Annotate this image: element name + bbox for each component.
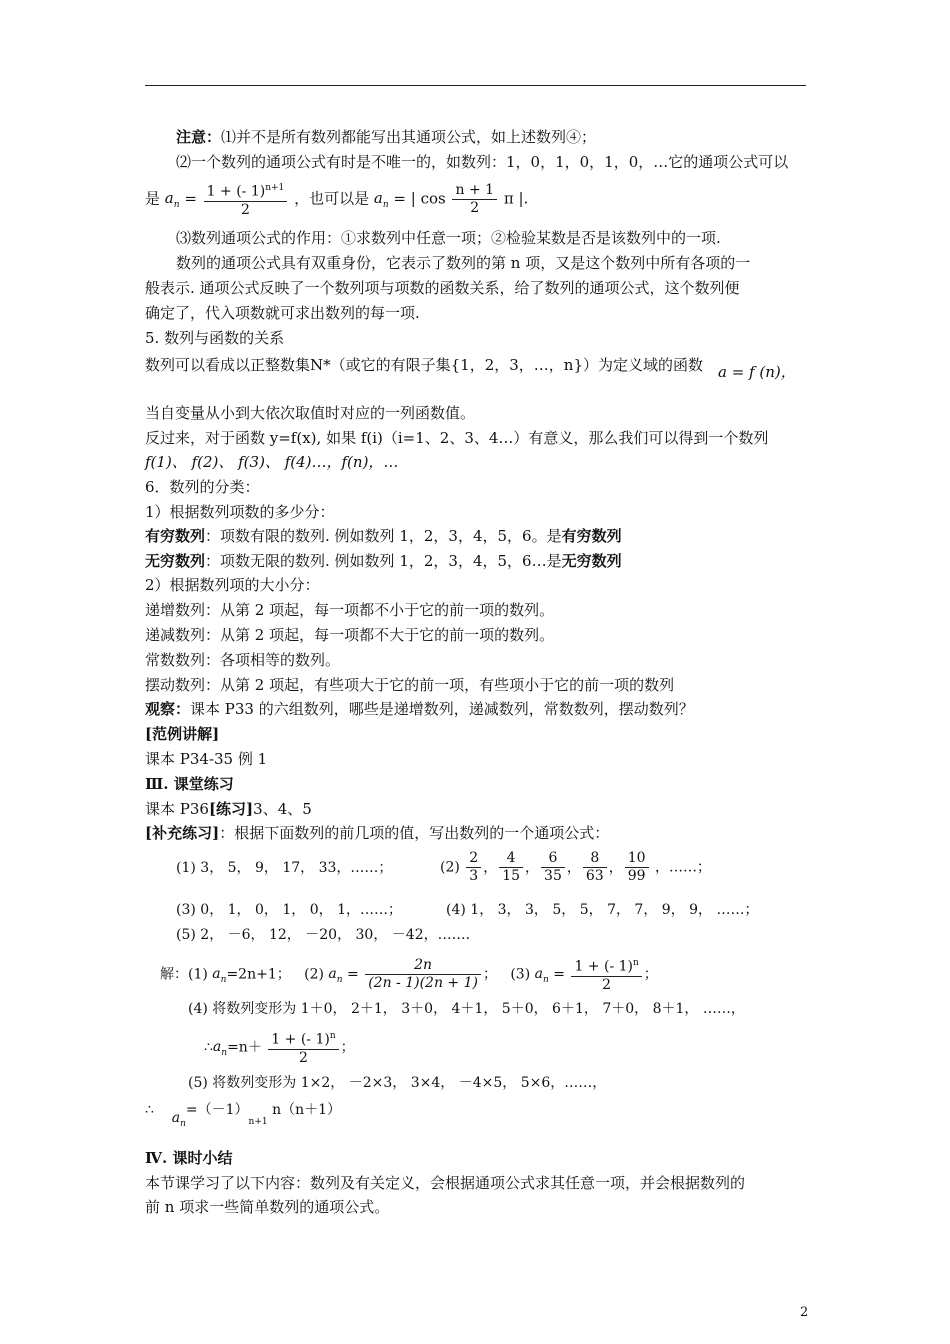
summary-title: Ⅳ. 课时小结 <box>145 1149 233 1167</box>
solution-line-5b: ∴ $a_n=(-1)_{n+1}$ n（n＋1） <box>145 1102 342 1129</box>
section-6-title: 6．数列的分类： <box>145 478 260 496</box>
practice-title: Ⅲ. 课堂练习 <box>145 775 234 793</box>
decreasing-line: 递减数列：从第 2 项起，每一项都不大于它的前一项的数列。 <box>145 626 555 644</box>
formula-fraction: $\frac{n + 1}{2}$ <box>452 182 497 217</box>
sec5-line-1: 数列可以看成以正整数集N*（或它的有限子集{1，2，3，…，n}）为定义域的函数 <box>145 356 704 374</box>
constant-line: 常数数列：各项相等的数列。 <box>145 651 341 669</box>
problem-2-fraction: $\frac{10}{99}$ <box>625 850 649 885</box>
sec5-line-4: f(1)、 f(2)、 f(3)、 f(4)…，f(n)，… <box>145 453 399 471</box>
practice-ref: 课本 P36[练习]3、4、5 <box>145 800 312 818</box>
solution-line-5: (5) 将数列变形为 1×2， －2×3， 3×4， －4×5， 5×6，……， <box>188 1075 607 1091</box>
examples-ref: 课本 P34-35 例 1 <box>145 750 268 768</box>
solution-line-4: (4) 将数列变形为 1＋0， 2＋1， 3＋0， 4＋1， 5＋0， 6＋1， 7＋0， 8＋1， ……， <box>188 1001 745 1017</box>
swing-line: 摆动数列：从第 2 项起，有些项大于它的前一项，有些项小于它的前一项的数列 <box>145 676 675 694</box>
sec5-formula: a = f (n)， <box>718 363 796 381</box>
solution-line-4b: $\therefore a_n=n+$ $\frac{1 + (- 1)^n}{2}$ ； <box>204 1028 355 1067</box>
note-line-1: 注意：⑴并不是所有数列都能写出其通项公式，如上述数列④； <box>176 128 597 146</box>
problem-1: (1) 3， 5， 9， 17， 33，……； <box>176 860 393 876</box>
section-5-title: 5. 数列与函数的关系 <box>145 329 285 347</box>
problem-2-fraction: $\frac{2}{3}$ <box>466 850 481 885</box>
sec5-line-3: 反过来，对于函数 y=f(x), 如果 f(i)（i=1、2、3、4…）有意义，那么我们可以得到一个数列 <box>145 429 769 447</box>
solution-line-1: 解：(1) $a_n=2n+1$； (2) $a_n$ = $\frac{2n}{(2n - 1)(2n + 1)}$ ； (3) $a_n$ = $\frac{1 + (- 1)^n}{2}$ ； <box>160 956 658 993</box>
note-line-4: ⑶数列通项公式的作用：①求数列中任意一项；②检验某数是否是该数列中的一项. <box>176 229 721 247</box>
note-line-3: 是 $a_n$ = $\frac{1 + (- 1)^{n+1}}{2}$ ，也可以是 $a_n$ = | cos $\frac{n + 1}{2}$ π |. <box>145 181 529 218</box>
problem-2-fractions: $\frac{2}{3}$ ， $\frac{4}{15}$ ， $\frac{6}{35}$ ， $\frac{8}{63}$ ， $\frac{10}{99}$ <box>464 860 650 876</box>
problem-2-fraction: $\frac{4}{15}$ <box>499 850 523 885</box>
infinite-sequence-line: 无穷数列：项数无限的数列. 例如数列 1，2，3，4，5，6…是无穷数列 <box>145 552 622 570</box>
problem-5: (5) 2， －6， 12， －20， 30， －42，……. <box>176 927 471 943</box>
note-line-2: ⑵一个数列的通项公式有时是不唯一的，如数列：1，0，1，0，1，0，…它的通项公式可以 <box>176 153 789 171</box>
sec5-line-2: 当自变量从小到大依次取值时对应的一列函数值。 <box>145 404 476 422</box>
increasing-line: 递增数列：从第 2 项起，每一项都不小于它的前一项的数列。 <box>145 601 555 619</box>
header-rule <box>145 85 806 86</box>
page-number: 2 <box>800 1305 809 1320</box>
note-line-7: 确定了，代入项数就可求出数列的每一项. <box>145 304 420 322</box>
formula-fraction: $\frac{2n}{(2n - 1)(2n + 1)}$ <box>365 957 481 992</box>
supplementary-line: [补充练习]：根据下面数列的前几项的值，写出数列的一个通项公式： <box>145 824 610 842</box>
observe-line: 观察：课本 P33 的六组数列，哪些是递增数列，递减数列，常数数列，摆动数列？ <box>145 700 694 718</box>
problem-3: (3) 0， 1， 0， 1， 0， 1，……； <box>176 902 402 918</box>
summary-line-1: 本节课学习了以下内容：数列及有关定义，会根据通项公式求其任意一项，并会根据数列的 <box>145 1174 746 1192</box>
examples-title: [范例讲解] <box>145 725 220 743</box>
formula-fraction: $\frac{1 + (- 1)^{n+1}}{2}$ <box>204 180 288 219</box>
sec6-sub-2: 2）根据数列项的大小分： <box>145 576 320 594</box>
formula-fraction: $\frac{1 + (- 1)^n}{2}$ <box>268 1028 338 1067</box>
formula-fraction: $\frac{1 + (- 1)^n}{2}$ <box>571 955 641 994</box>
summary-line-2: 前 n 项求一些简单数列的通项公式。 <box>145 1198 390 1216</box>
problem-4: (4) 1， 3， 3， 5， 5， 7， 7， 9， 9， ……； <box>446 902 759 918</box>
finite-sequence-line: 有穷数列：项数有限的数列. 例如数列 1，2，3，4，5，6。是有穷数列 <box>145 527 622 545</box>
sec6-sub-1: 1）根据数列项数的多少分： <box>145 503 335 521</box>
note-line-5: 数列的通项公式具有双重身份，它表示了数列的第 n 项，又是这个数列中所有各项的一 <box>176 254 751 272</box>
problem-2-fraction: $\frac{6}{35}$ <box>541 850 565 885</box>
problem-2-fraction: $\frac{8}{63}$ <box>583 850 607 885</box>
note-line-6: 般表示. 通项公式反映了一个数列项与项数的函数关系，给了数列的通项公式，这个数列便 <box>145 279 740 297</box>
problem-2: (2) $\frac{2}{3}$ ， $\frac{4}{15}$ ， $\frac{6}{35}$ ， $\frac{8}{63}$ ， $\frac{10}{99}$ ，……； <box>440 850 711 884</box>
